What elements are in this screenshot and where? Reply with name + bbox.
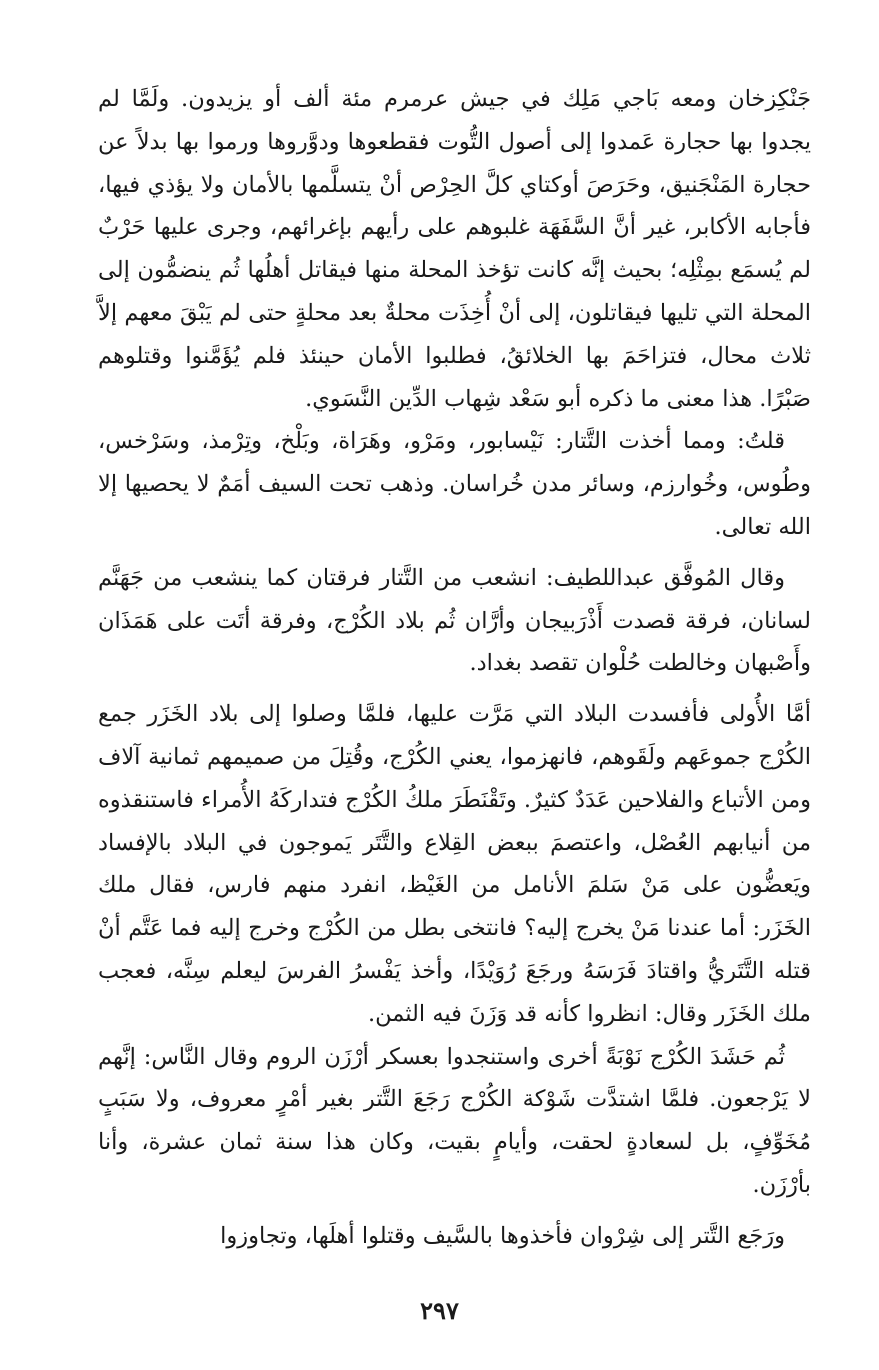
page-body xyxy=(98,78,811,1258)
paragraph-1: جَنْكِزخان ومعه بَاجي مَلِك في جيش عرمرم مئة ألف أو يزيدون. ولَمَّا لم يجدوا بها حجارة عَمدوا إلى أصول التُّوت فقطعوها ودوَّروها ورموا بها بدلاً عن حجارة المَنْجَنيق، وحَرَصَ أوكتاي كلَّ الحِرْص أنْ يتسلَّمها بالأمان ولا يؤذي فيها، فأجابه الأكابر، غير أنَّ السَّفَهَة غلبوهم على رأيهم بإغرائهم، وجرى عليها حَرْبٌ لم يُسمَع بمِثْلِه؛ بحيث إنَّه كانت تؤخذ المحلة منها فيقاتل أهلُها ثُم ينضمُّون إلى المحلة التي تليها فيقاتلون، إلى أنْ أُخِذَت محلةٌ بعد محلةٍ حتى لم يَبْقَ معهم إلاَّ ثلاث محال، فتزاحَمَ بها الخلائقُ، فطلبوا الأمان حينئذ فلم يُؤَمَّنوا وقتلوهم صَبْرًا. هذا معنى ما ذكره أبو سَعْد شِهاب الدِّين النَّسَوي. xyxy=(98,86,811,412)
paragraph-6: ورَجَع التَّتر إلى شِرْوان فأخذوها بالسَّيف وقتلوا أهلَها، وتجاوزوا xyxy=(220,1222,785,1249)
paragraph-3: وقال المُوفَّق عبداللطيف: انشعب من التَّتار فرقتان كما ينشعب من جَهَنَّم لسانان، فرقة قصدت أَذْرَبيجان وأرَّان ثُم بلاد الكُرْج، وفرقة أتَت على هَمَذَان وأَصْبهان وخالطت حُلْوان تقصد بغداد. xyxy=(98,564,811,677)
paragraph-5: ثُم حَشَدَ الكُرْج نَوْبَةً أخرى واستنجدوا بعسكر أرْزَن الروم وقال النَّاس: إنَّهم لا يَرْجعون. فلمَّا اشتدَّت شَوْكة الكُرْج رَجَعَ التَّتر بغير أمْرٍ معروف، ولا سَبَبٍ مُخَوِّفٍ، بل لسعادةٍ لحقت، وأيامٍ بقيت، وكان هذا سنة ثمان عشرة، وأنا بأرْزَن. xyxy=(98,1043,811,1198)
paragraph-4: أمَّا الأُولى فأفسدت البلاد التي مَرَّت عليها، فلمَّا وصلوا إلى بلاد الخَزَر جمع الكُرْج جموعَهم ولَقَوهم، فانهزموا، يعني الكُرْج، وقُتِلَ من صميمهم ثمانية آلاف ومن الأتباع والفلاحين عَدَدٌ كثيرٌ. وتَقْنَطَرَ ملكُ الكُرْج فتداركَهُ الأُمراء فاستنقذوه من أنيابهم العُصْل، واعتصمَ ببعض القِلاع والتَّتَر يَموجون في البلاد بالإفساد ويَعضُّون على مَنْ سَلمَ الأنامل من الغَيْظ، انفرد منهم فارس، فقال ملك الخَزَر: أما عندنا مَنْ يخرج إليه؟ فانتخى بطل من الكُرْج وخرج إليه فما عَتَّم أنْ قتله التَّتَريُّ واقتادَ فَرَسَهُ ورجَعَ رُوَيْدًا، وأخذ يَفْسرُ الفرسَ ليعلم سِنَّه، فعجب ملك الخَزَر وقال: انظروا كأنه قد وَزَنَ فيه الثمن. xyxy=(98,701,811,1027)
paragraph-2: قلتُ: ومما أخذت التَّتار: نَيْسابور، ومَرْو، وهَرَاة، وبَلْخ، وتِرْمذ، وسَرْخس، وطُوس، وخُوارزم، وسائر مدن خُراسان. وذهب تحت السيف أمَمٌ لا يحصيها إلا الله تعالى. xyxy=(98,428,811,540)
page-number: ٢٩٧ xyxy=(420,1296,459,1325)
